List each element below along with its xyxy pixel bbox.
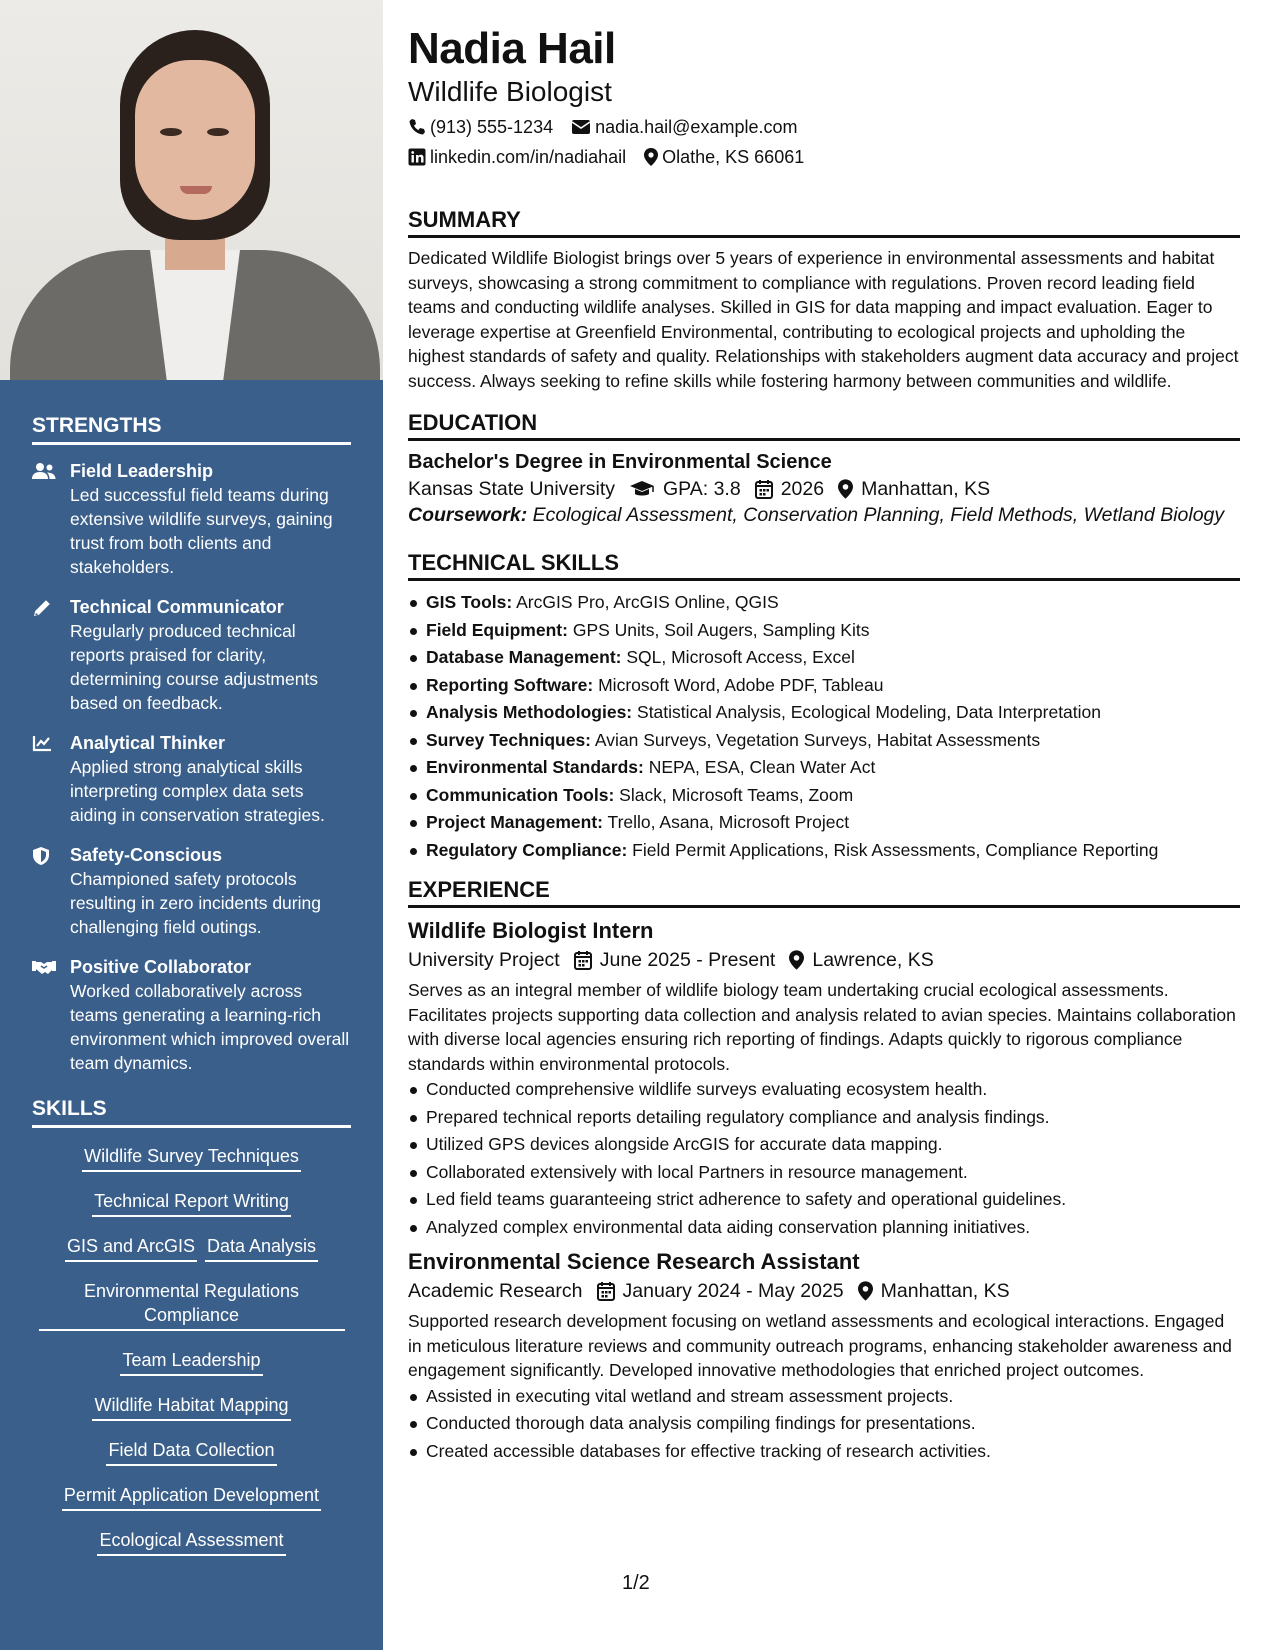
calendar-icon (574, 950, 592, 970)
job-summary: Serves as an integral member of wildlife biology team undertaking crucial ecological assessments. Facilitates projects supporting data collection and analysis related to avian species. Maintains collaboration with diverse local agencies ensuring rich reporting of findings. Adapts quickly to rigorous compliance standards within environmental protocols. (408, 980, 1236, 1074)
education-heading: EDUCATION (408, 409, 1240, 441)
summary-heading: SUMMARY (408, 206, 1240, 238)
job-org: University Project (408, 949, 560, 971)
coursework-label: Coursework: (408, 504, 528, 526)
degree-title: Bachelor's Degree in Environmental Science (408, 451, 832, 473)
job-location: Manhattan, KS (880, 1280, 1010, 1302)
page-number: 1/2 (622, 1572, 650, 1594)
chart-line-icon (32, 731, 70, 827)
phone-icon (408, 118, 426, 136)
skill-tag: Wildlife Habitat Mapping (92, 1393, 290, 1421)
list-item: Prepared technical reports detailing regulatory compliance and analysis findings. (408, 1104, 1240, 1132)
pencil-icon (32, 595, 70, 715)
location-pin-icon (838, 479, 853, 499)
list-item: Analysis Methodologies: Statistical Analysis, Ecological Modeling, Data Interpretation (408, 699, 1240, 727)
location-pin-icon (858, 1281, 873, 1301)
job-dates: June 2025 - Present (599, 949, 776, 971)
location-text: Olathe, KS 66061 (662, 147, 805, 167)
skill-tag: GIS and ArcGIS (65, 1234, 197, 1262)
job-title: Wildlife Biologist Intern (408, 918, 654, 943)
strength-item (32, 731, 351, 827)
skills-section (0, 1097, 383, 1556)
job-entry (408, 1247, 1240, 1465)
list-item: Field Equipment: GPS Units, Soil Augers, Sampling Kits (408, 617, 1240, 645)
strength-item (32, 955, 351, 1075)
strength-title: Field Leadership (70, 461, 214, 481)
coursework-list: Ecological Assessment, Conservation Planning, Field Methods, Wetland Biology (532, 504, 1225, 526)
summary-section (408, 206, 1240, 393)
sidebar (0, 0, 383, 1650)
skill-tag: Field Data Collection (106, 1438, 276, 1466)
list-item: Assisted in executing vital wetland and stream assessment projects. (408, 1383, 1240, 1411)
technical-skills-list (408, 589, 1240, 864)
strength-title: Safety-Conscious (70, 845, 223, 865)
strength-title: Analytical Thinker (70, 733, 226, 753)
calendar-icon (597, 1281, 615, 1301)
strengths-heading: STRENGTHS (32, 414, 351, 445)
job-title: Environmental Science Research Assistant (408, 1249, 860, 1274)
phone-text: (913) 555-1234 (430, 117, 554, 137)
technical-skills-heading: TECHNICAL SKILLS (408, 549, 1240, 581)
gpa-text: GPA: 3.8 (663, 478, 741, 500)
job-dates: January 2024 - May 2025 (622, 1280, 844, 1302)
graduation-year: 2026 (780, 478, 825, 500)
job-bullets (408, 1076, 1240, 1241)
linkedin-icon (408, 148, 426, 166)
candidate-role: Wildlife Biologist (408, 76, 612, 107)
candidate-name: Nadia Hail (408, 24, 616, 73)
list-item: Conducted comprehensive wildlife surveys evaluating ecosystem health. (408, 1076, 1240, 1104)
list-item: Conducted thorough data analysis compiling findings for presentations. (408, 1410, 1240, 1438)
skill-tag: Ecological Assessment (97, 1528, 285, 1556)
job-entry (408, 916, 1240, 1241)
list-item: Analyzed complex environmental data aiding conservation planning initiatives. (408, 1214, 1240, 1242)
skill-tag: Wildlife Survey Techniques (82, 1144, 301, 1172)
list-item: Led field teams guaranteeing strict adherence to safety and operational guidelines. (408, 1186, 1240, 1214)
skill-tag: Permit Application Development (62, 1483, 321, 1511)
list-item: Communication Tools: Slack, Microsoft Teams, Zoom (408, 782, 1240, 810)
job-meta (408, 946, 1240, 974)
strength-title: Positive Collaborator (70, 957, 252, 977)
location-pin-icon (789, 950, 804, 970)
list-item: Utilized GPS devices alongside ArcGIS for accurate data mapping. (408, 1131, 1240, 1159)
list-item: GIS Tools: ArcGIS Pro, ArcGIS Online, QGIS (408, 589, 1240, 617)
strength-description: Worked collaboratively across teams generating a learning-rich environment which improved overall team dynamics. (70, 981, 350, 1073)
skill-tag: Environmental Regulations Compliance (39, 1279, 345, 1331)
list-item: Regulatory Compliance: Field Permit Applications, Risk Assessments, Compliance Reporting (408, 837, 1240, 865)
strength-item (32, 459, 351, 579)
skill-tag: Data Analysis (205, 1234, 318, 1262)
school-location: Manhattan, KS (861, 478, 991, 500)
graduation-cap-icon (629, 480, 655, 498)
job-org: Academic Research (408, 1280, 583, 1302)
summary-text: Dedicated Wildlife Biologist brings over 5 years of experience in environmental assessments and habitat surveys, showcasing a strong commitment to compliance with regulations. Proven record leading field teams and conducting wildlife analyses. Skilled in GIS for data mapping and impact evaluation. Eager to leverage expertise at Greenfield Environmental, contributing to ecological projects and upholding the highest standards of safety and quality. Relationships with stakeholders augment data accuracy and project success. Always seeking to refine skills while fostering harmony between communities and wildlife. (408, 248, 1239, 391)
shield-icon (32, 843, 70, 939)
profile-photo (0, 0, 383, 380)
location-pin-icon (644, 148, 658, 166)
strength-title: Technical Communicator (70, 597, 284, 617)
technical-skills-section (408, 549, 1240, 864)
school-name: Kansas State University (408, 478, 616, 500)
coursework (408, 503, 1240, 527)
job-meta (408, 1277, 1240, 1305)
list-item: Collaborated extensively with local Partners in resource management. (408, 1159, 1240, 1187)
users-icon (32, 459, 70, 579)
email-icon (571, 119, 591, 135)
skill-tag: Team Leadership (120, 1348, 262, 1376)
list-item: Survey Techniques: Avian Surveys, Vegetation Surveys, Habitat Assessments (408, 727, 1240, 755)
list-item: Created accessible databases for effective tracking of research activities. (408, 1438, 1240, 1466)
job-location: Lawrence, KS (812, 949, 934, 971)
experience-section (408, 876, 1240, 1465)
calendar-icon (755, 479, 773, 499)
skills-heading: SKILLS (32, 1097, 351, 1128)
job-bullets (408, 1383, 1240, 1466)
strengths-section (0, 414, 383, 1075)
experience-heading: EXPERIENCE (408, 876, 1240, 908)
list-item: Reporting Software: Microsoft Word, Adobe PDF, Tableau (408, 672, 1240, 700)
strength-description: Championed safety protocols resulting in zero incidents during challenging field outings. (70, 869, 321, 937)
handshake-icon (32, 955, 70, 1075)
list-item: Environmental Standards: NEPA, ESA, Clean Water Act (408, 754, 1240, 782)
strength-description: Applied strong analytical skills interpreting complex data sets aiding in conservation strategies. (70, 757, 325, 825)
contact-row (408, 116, 1240, 138)
contact-row (408, 146, 1240, 168)
strength-item (32, 595, 351, 715)
main-content (408, 0, 1240, 1465)
email-link[interactable]: nadia.hail@example.com (595, 117, 798, 137)
strength-item (32, 843, 351, 939)
list-item: Database Management: SQL, Microsoft Access, Excel (408, 644, 1240, 672)
skill-tag: Technical Report Writing (92, 1189, 291, 1217)
linkedin-link[interactable]: linkedin.com/in/nadiahail (430, 147, 627, 167)
education-meta (408, 475, 1240, 503)
job-summary: Supported research development focusing on wetland assessments and ecological interactions. Engaged in meticulous literature reviews and community outreach programs, enhancing stakeholder awareness and engagement significantly. Developed innovative methodologies that enriched project outcomes. (408, 1311, 1232, 1380)
education-section (408, 409, 1240, 527)
list-item: Project Management: Trello, Asana, Microsoft Project (408, 809, 1240, 837)
strength-description: Led successful field teams during extensive wildlife surveys, gaining trust from both clients and stakeholders. (70, 485, 333, 577)
strength-description: Regularly produced technical reports praised for clarity, determining course adjustments based on feedback. (70, 621, 319, 713)
